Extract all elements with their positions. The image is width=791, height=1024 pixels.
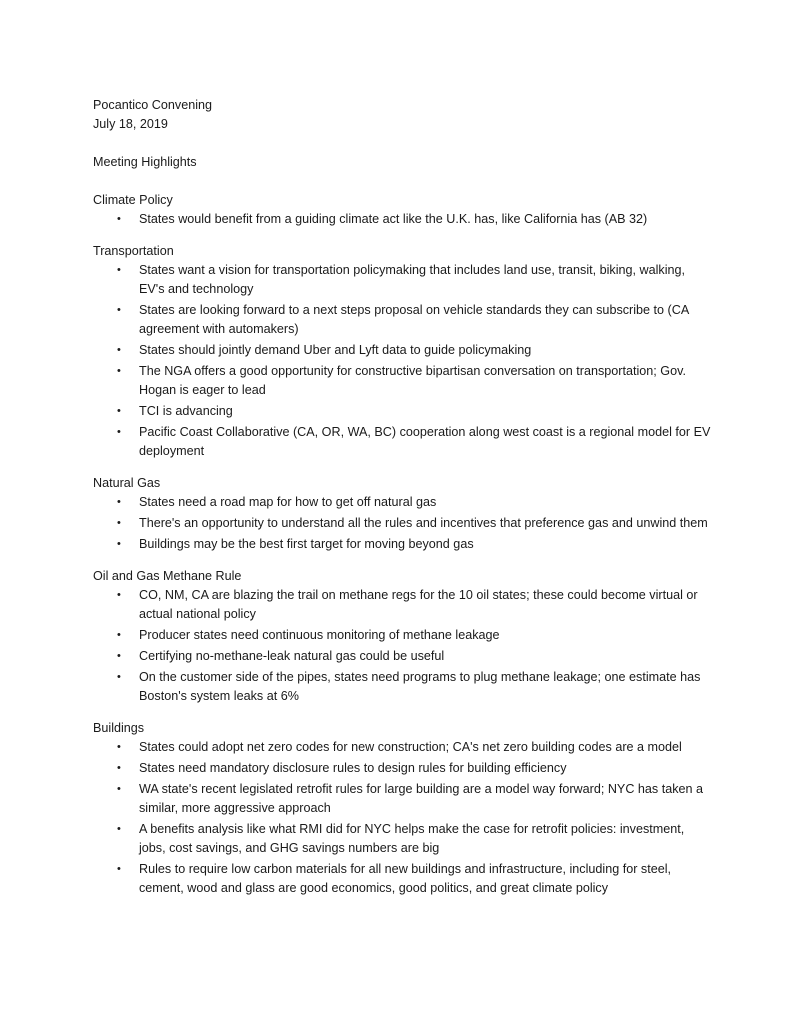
bullet-item: • Certifying no-methane-leak natural gas could be useful [93, 647, 713, 666]
bullet-item: • States could adopt net zero codes for new construction; CA's net zero building codes are a model [93, 738, 713, 757]
bullet-list [93, 586, 713, 706]
section-heading: Climate Policy [93, 193, 173, 207]
section-natural-gas [93, 474, 713, 554]
bullet-item: • WA state's recent legislated retrofit rules for large building are a model way forward; NYC has taken a similar, more aggressive approach [93, 780, 713, 818]
bullet-list [93, 261, 713, 461]
bullet-item: • CO, NM, CA are blazing the trail on methane regs for the 10 oil states; these could become virtual or actual national policy [93, 586, 713, 624]
bullet-item: • A benefits analysis like what RMI did for NYC helps make the case for retrofit policies: investment, jobs, cost savings, and GHG savings numbers are big [93, 820, 713, 858]
bullet-item: • States need mandatory disclosure rules to design rules for building efficiency [93, 759, 713, 778]
spacer [93, 134, 713, 153]
bullet-item: • States would benefit from a guiding climate act like the U.K. has, like California has (AB 32) [93, 210, 713, 229]
bullet-item: • Producer states need continuous monitoring of methane leakage [93, 626, 713, 645]
bullet-item: • States should jointly demand Uber and Lyft data to guide policymaking [93, 341, 713, 360]
bullet-item: • Rules to require low carbon materials for all new buildings and infrastructure, including for steel, cement, wood and glass are good economics, good politics, and great climate policy [93, 860, 713, 898]
bullet-list [93, 493, 713, 554]
bullet-item: • States are looking forward to a next steps proposal on vehicle standards they can subscribe to (CA agreement with automakers) [93, 301, 713, 339]
bullet-list [93, 210, 713, 229]
section-heading: Buildings [93, 721, 145, 735]
section-heading: Natural Gas [93, 476, 161, 490]
bullet-item: • States want a vision for transportation policymaking that includes land use, transit, biking, walking, EV's and technology [93, 261, 713, 299]
section-heading: Transportation [93, 244, 174, 258]
section-transportation [93, 242, 713, 461]
document-page [93, 96, 713, 911]
document-date: July 18, 2019 [93, 117, 168, 131]
section-methane-rule [93, 567, 713, 706]
bullet-item: • Buildings may be the best first target for moving beyond gas [93, 535, 713, 554]
bullet-item: • TCI is advancing [93, 402, 713, 421]
bullet-item: • Pacific Coast Collaborative (CA, OR, WA, BC) cooperation along west coast is a regional model for EV deployment [93, 423, 713, 461]
section-buildings [93, 719, 713, 898]
section-heading: Oil and Gas Methane Rule [93, 569, 242, 583]
document-title: Pocantico Convening [93, 98, 213, 112]
document-subtitle: Meeting Highlights [93, 155, 197, 169]
spacer [93, 172, 713, 191]
bullet-item: • The NGA offers a good opportunity for constructive bipartisan conversation on transportation; Gov. Hogan is eager to lead [93, 362, 713, 400]
bullet-item: • There's an opportunity to understand all the rules and incentives that preference gas and unwind them [93, 514, 713, 533]
bullet-item: • States need a road map for how to get off natural gas [93, 493, 713, 512]
bullet-list [93, 738, 713, 898]
bullet-item: • On the customer side of the pipes, states need programs to plug methane leakage; one estimate has Boston's system leaks at 6% [93, 668, 713, 706]
section-climate-policy [93, 191, 713, 229]
